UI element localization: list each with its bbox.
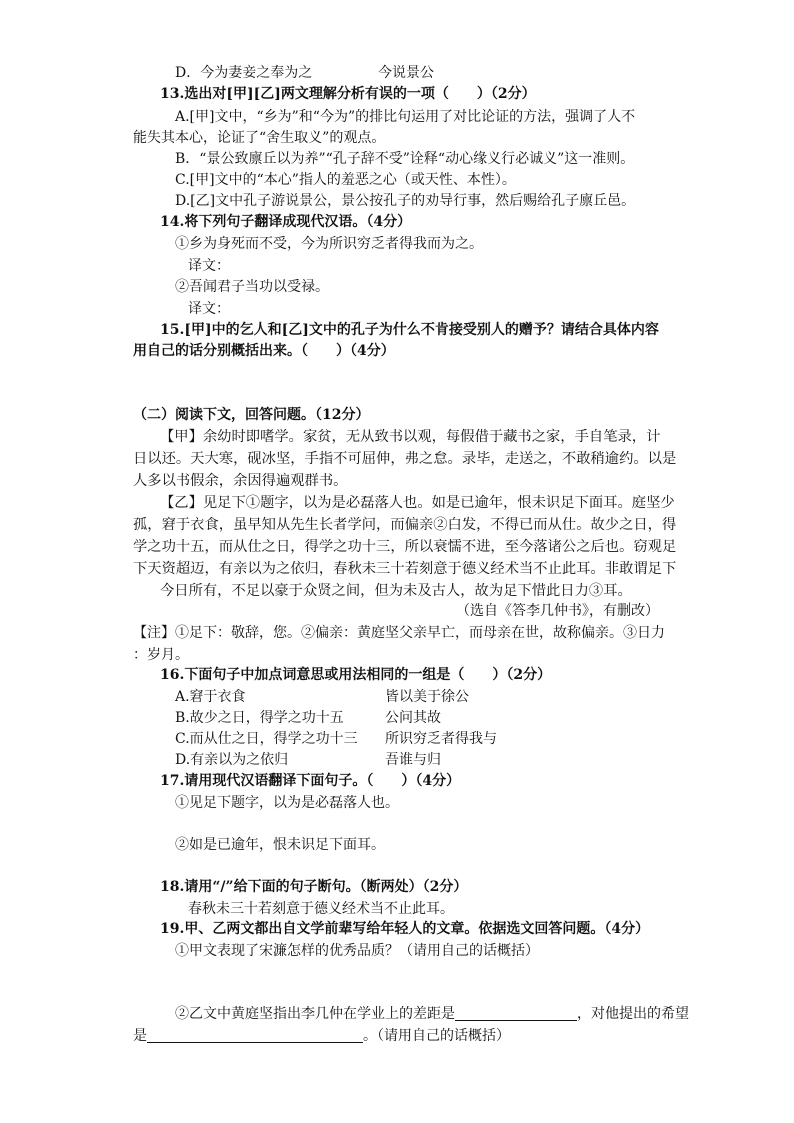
q16-option-d: D.有亲以为之依归 <box>175 752 289 768</box>
passage-yi-line1: 【乙】见足下①题字，以为是必磊落人也。如是已逾年，恨未识足下面耳。庭坚少 <box>160 495 675 511</box>
q17-sentence-1: ①见足下题字，以为是必磊落人也。 <box>175 795 399 811</box>
notes-line1: 【注】①足下：敬辞，您。②偏亲：黄庭坚父亲早亡，而母亲在世，故称偏亲。③日力 <box>133 625 665 641</box>
q16-option-c-pair: 所识穷乏者得我与 <box>385 731 497 747</box>
q16-option-a: A.窘于衣食 <box>175 689 246 705</box>
answer-blank-hope[interactable] <box>147 1028 363 1043</box>
q19-sub-2-line2: 是 。（请用自己的话概括） <box>133 1028 510 1044</box>
section-2-heading: （二）阅读下文，回答问题。（12分） <box>133 407 370 423</box>
q18-sentence: 春秋未三十若刻意于德义经术当不止此耳。 <box>188 901 454 917</box>
passage-source: （选自《答李几仲书》，有删改） <box>456 603 659 619</box>
passage-yi-line2: 孤，窘于衣食，虽早知从先生长者学问，而偏亲②白发，不得已而从仕。故少之日，得 <box>133 517 677 533</box>
q13-option-b: B．“景公致廪丘以为养”“孔子辞不受”诠释“动心缘义行必诚义”这一准则。 <box>175 151 635 167</box>
passage-yi-line5: 今日所有，不足以豪于众贤之间，但为未及古人，故为足下惜此日力③耳。 <box>160 583 632 599</box>
q13-option-a-line1: A.[甲]文中，“乡为”和“今为”的排比句运用了对比论证的方法，强调了人不 <box>175 109 636 125</box>
q17-sentence-2: ②如是已逾年，恨未识足下面耳。 <box>175 837 385 853</box>
passage-yi-line4: 下天资超迈，有亲以为之依归，春秋未三十若刻意于德义经术当不止此耳。非敢谓足下 <box>133 561 677 577</box>
q16-option-a-pair: 皆以美于徐公 <box>385 689 469 705</box>
q16-option-b: B.故少之日，得学之功十五 <box>175 710 344 726</box>
q13-option-c: C.[甲]文中的“本心”指人的羞恶之心（或天性、本性）。 <box>175 172 516 188</box>
q14-translation-label-2: 译文： <box>188 301 230 317</box>
q13-stem: 13.选出对[甲][乙]两文理解分析有误的一项（ ）（2分） <box>160 86 536 102</box>
q19-sub-1: ①甲文表现了宋濂怎样的优秀品质？（请用自己的话概括） <box>175 943 539 959</box>
q19-sub-2-line1: ②乙文中黄庭坚指出李几仲在学业上的差距是 ，对他提出的希望 <box>175 1006 689 1022</box>
q12-option-d-right: 今说景公 <box>378 65 434 81</box>
passage-yi-line3: 学之功十五，而从仕之日，得学之功十三，所以衰懦不进，至今落诸公之后也。窃观足 <box>133 539 677 555</box>
q17-stem: 17.请用现代汉语翻译下面句子。（ ）（4分） <box>160 773 461 789</box>
q16-option-c: C.而从仕之日，得学之功十三 <box>175 731 358 747</box>
q16-stem: 16.下面句子中加点词意思或用法相同的一组是（ ）（2分） <box>160 667 552 683</box>
passage-jia-line2: 日以还。天大寒，砚冰坚，手指不可屈伸，弗之怠。录毕，走送之，不敢稍逾约。以是 <box>133 451 677 467</box>
notes-line2: ：岁月。 <box>133 647 189 663</box>
q18-stem: 18.请用“/”给下面的句子断句。（断两处）（2分） <box>160 879 468 895</box>
answer-blank-gap[interactable] <box>455 1006 577 1021</box>
q12-option-d: D．今为妻妾之奉为之 <box>175 65 313 81</box>
q13-option-a-line2: 能失其本心，论证了“舍生取义”的观点。 <box>133 130 386 146</box>
q14-sentence-1: ①乡为身死而不受，今为所识穷乏者得我而为之。 <box>175 236 483 252</box>
q16-option-b-pair: 公问其故 <box>385 710 441 726</box>
q16-option-d-pair: 吾谁与归 <box>385 752 441 768</box>
q14-sentence-2: ②吾闻君子当功以受禄。 <box>175 279 329 295</box>
q19-stem: 19.甲、乙两文都出自文学前辈写给年轻人的文章。依据选文回答问题。（4分） <box>160 921 650 937</box>
q13-option-d: D.[乙]文中孔子游说景公，景公按孔子的劝导行事，然后赐给孔子廪丘邑。 <box>175 193 636 209</box>
q15-stem-line1: 15.[甲]中的乞人和[乙]文中的孔子为什么不肯接受别人的赠予？请结合具体内容 <box>160 322 659 338</box>
q15-stem-line2: 用自己的话分别概括出来。（ ）（4分） <box>133 343 395 359</box>
q14-stem: 14.将下列句子翻译成现代汉语。（4分） <box>160 214 412 230</box>
passage-jia-line3: 人多以书假余，余因得遍观群书。 <box>133 473 348 489</box>
passage-jia-line1: 【甲】余幼时即嗜学。家贫，无从致书以观，每假借于藏书之家，手自笔录，计 <box>160 429 661 445</box>
q14-translation-label-1: 译文： <box>188 258 230 274</box>
